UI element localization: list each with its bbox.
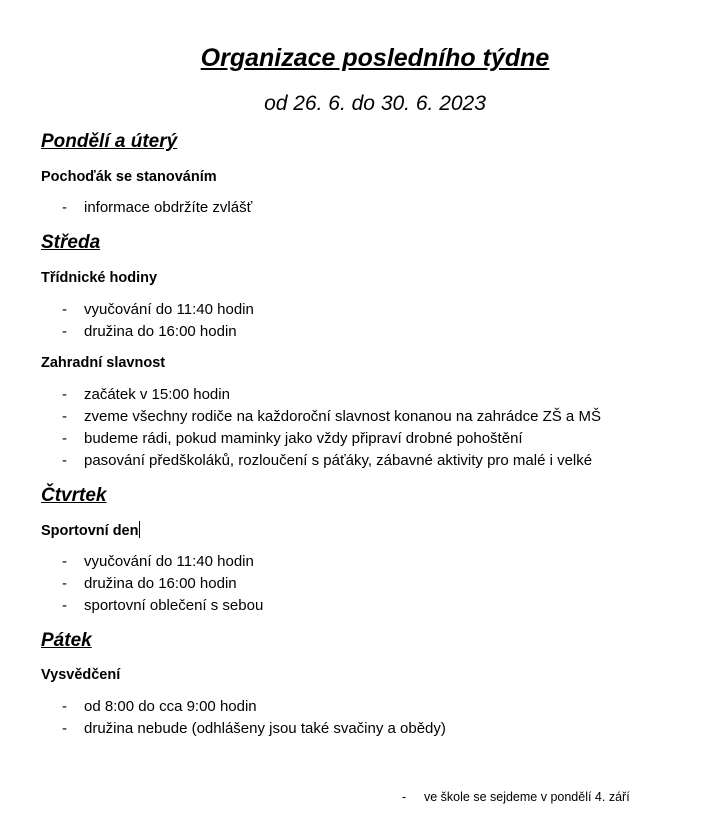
list-item-text: od 8:00 do cca 9:00 hodin [84, 698, 257, 715]
list-item-text: sportovní oblečení s sebou [84, 597, 264, 614]
list-item-text: družina do 16:00 hodin [84, 323, 237, 340]
bullet-dash: - [62, 199, 67, 216]
event-title-class-hours: Třídnické hodiny [41, 270, 158, 286]
bullet-dash: - [62, 575, 67, 592]
document-date-range: od 26. 6. do 30. 6. 2023 [264, 92, 486, 115]
bullet-dash: - [62, 720, 67, 737]
list-item-text: družina nebude (odhlášeny jsou také svačiny a obědy) [84, 720, 446, 737]
event-title-hike: Pochoďák se stanováním [41, 169, 217, 185]
list-item-text: informace obdržíte zvlášť [84, 199, 253, 216]
footer-bullet-dash: - [402, 790, 407, 804]
document-title: Organizace posledního týdne [200, 44, 550, 72]
list-item-text: vyučování do 11:40 hodin [84, 553, 254, 570]
day-heading-friday: Pátek [41, 630, 92, 651]
day-heading-monday-tuesday: Pondělí a úterý [41, 131, 178, 152]
list-item-text: pasování předškoláků, rozloučení s páťáky, zábavné aktivity pro malé i velké [84, 452, 593, 469]
bullet-dash: - [62, 301, 67, 318]
bullet-dash: - [62, 698, 67, 715]
bullet-dash: - [62, 452, 67, 469]
list-item-text: družina do 16:00 hodin [84, 575, 237, 592]
bullet-dash: - [62, 553, 67, 570]
bullet-dash: - [62, 430, 67, 447]
footer-note-text: ve škole se sejdeme v pondělí 4. září [424, 790, 630, 804]
event-title-sports-day [41, 521, 140, 541]
list-item-text: zveme všechny rodiče na každoroční slavnost konanou na zahrádce ZŠ a MŠ [84, 408, 601, 425]
bullet-dash: - [62, 408, 67, 425]
bullet-dash: - [62, 597, 67, 614]
day-heading-thursday: Čtvrtek [41, 485, 107, 506]
event-title-text: Sportovní den [41, 523, 139, 539]
list-item-text: začátek v 15:00 hodin [84, 386, 230, 403]
list-item-text: budeme rádi, pokud maminky jako vždy připraví drobné pohoštění [84, 430, 523, 447]
list-item-text: vyučování do 11:40 hodin [84, 301, 254, 318]
bullet-dash: - [62, 386, 67, 403]
day-heading-wednesday: Středa [41, 232, 101, 253]
event-title-report-cards: Vysvědčení [41, 667, 121, 683]
bullet-dash: - [62, 323, 67, 340]
text-cursor [139, 521, 140, 538]
event-title-garden-party: Zahradní slavnost [41, 355, 166, 371]
